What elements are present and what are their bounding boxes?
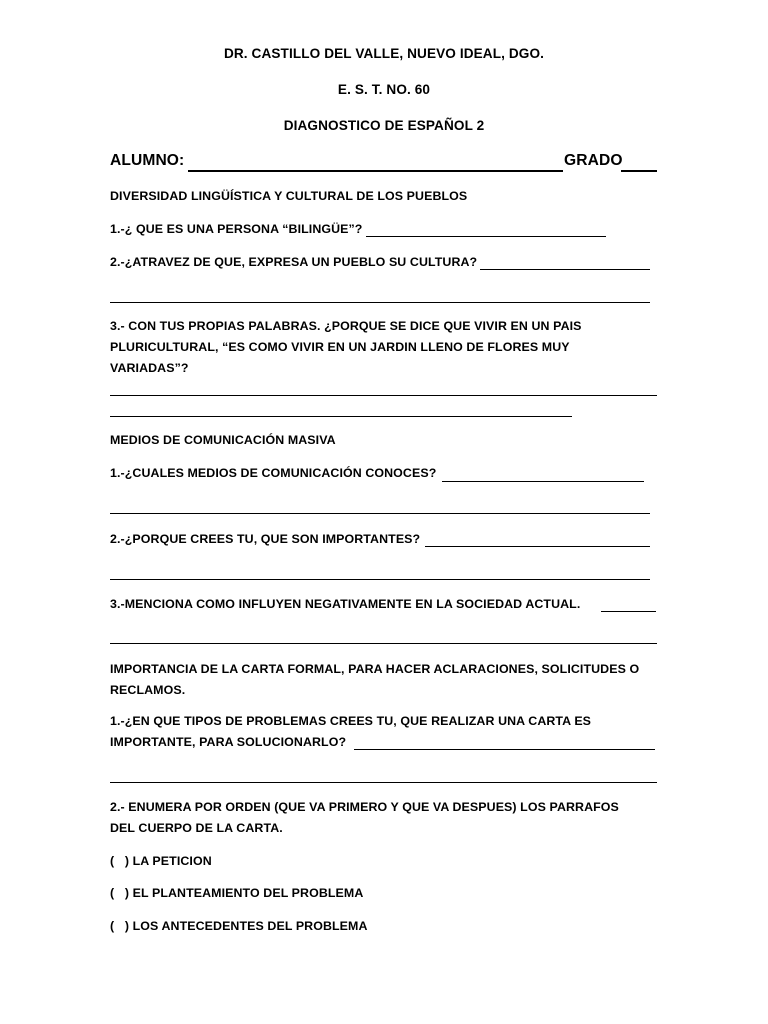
- answer-line-pluricultural-1[interactable]: [110, 395, 657, 396]
- option-planteamiento[interactable]: ( ) EL PLANTEAMIENTO DEL PROBLEMA: [110, 886, 364, 900]
- answer-line-carta-problemas-2[interactable]: [110, 782, 657, 783]
- question-influyen: 3.-MENCIONA COMO INFLUYEN NEGATIVAMENTE EN LA SOCIEDAD ACTUAL.: [110, 597, 581, 611]
- section-title-diversidad: DIVERSIDAD LINGÜÍSTICA Y CULTURAL DE LOS PUEBLOS: [110, 189, 468, 203]
- section-title-carta-line2: RECLAMOS.: [110, 683, 186, 697]
- exam-title: DIAGNOSTICO DE ESPAÑOL 2: [283, 118, 485, 133]
- question-importantes: 2.-¿PORQUE CREES TU, QUE SON IMPORTANTES?: [110, 532, 421, 546]
- section-title-carta-line1: IMPORTANCIA DE LA CARTA FORMAL, PARA HACER ACLARACIONES, SOLICITUDES O: [110, 662, 640, 676]
- question-parrafos-line1: 2.- ENUMERA POR ORDEN (QUE VA PRIMERO Y QUE VA DESPUES) LOS PARRAFOS: [110, 800, 619, 814]
- alumno-label: ALUMNO:: [110, 152, 185, 169]
- question-parrafos-line2: DEL CUERPO DE LA CARTA.: [110, 821, 283, 835]
- question-bilingue: 1.-¿ QUE ES UNA PERSONA “BILINGÜE”?: [110, 222, 363, 236]
- question-pluricultural-line1: 3.- CON TUS PROPIAS PALABRAS. ¿PORQUE SE DICE QUE VIVIR EN UN PAIS: [110, 319, 582, 333]
- answer-line-medios-conoces-2[interactable]: [110, 513, 650, 514]
- question-pluricultural-line2: PLURICULTURAL, “ES COMO VIVIR EN UN JARDIN LLENO DE FLORES MUY: [110, 340, 570, 354]
- answer-line-importantes-1[interactable]: [425, 546, 650, 547]
- answer-line-influyen-2[interactable]: [110, 643, 657, 644]
- answer-line-bilingue[interactable]: [366, 236, 606, 237]
- alumno-answer-line[interactable]: [188, 170, 563, 172]
- question-pluricultural-line3: VARIADAS”?: [110, 361, 189, 375]
- grado-answer-line[interactable]: [621, 170, 657, 172]
- question-cultura: 2.-¿ATRAVEZ DE QUE, EXPRESA UN PUEBLO SU CULTURA?: [110, 255, 478, 269]
- question-carta-problemas-line1: 1.-¿EN QUE TIPOS DE PROBLEMAS CREES TU, QUE REALIZAR UNA CARTA ES: [110, 714, 592, 728]
- answer-line-cultura-2[interactable]: [110, 302, 650, 303]
- school-name: DR. CASTILLO DEL VALLE, NUEVO IDEAL, DGO.: [223, 46, 545, 61]
- grado-label: GRADO: [564, 152, 623, 169]
- section-title-medios: MEDIOS DE COMUNICACIÓN MASIVA: [110, 433, 336, 447]
- option-peticion[interactable]: ( ) LA PETICION: [110, 854, 212, 868]
- question-medios-conoces: 1.-¿CUALES MEDIOS DE COMUNICACIÓN CONOCES?: [110, 466, 437, 480]
- answer-line-medios-conoces-1[interactable]: [442, 481, 644, 482]
- answer-line-importantes-2[interactable]: [110, 579, 650, 580]
- answer-line-carta-problemas-1[interactable]: [354, 749, 655, 750]
- answer-line-cultura-1[interactable]: [480, 269, 650, 270]
- option-antecedentes[interactable]: ( ) LOS ANTECEDENTES DEL PROBLEMA: [110, 919, 368, 933]
- school-number: E. S. T. NO. 60: [337, 82, 431, 97]
- answer-line-influyen-1[interactable]: [601, 611, 656, 612]
- answer-line-pluricultural-2[interactable]: [110, 416, 572, 417]
- question-carta-problemas-line2: IMPORTANTE, PARA SOLUCIONARLO?: [110, 735, 347, 749]
